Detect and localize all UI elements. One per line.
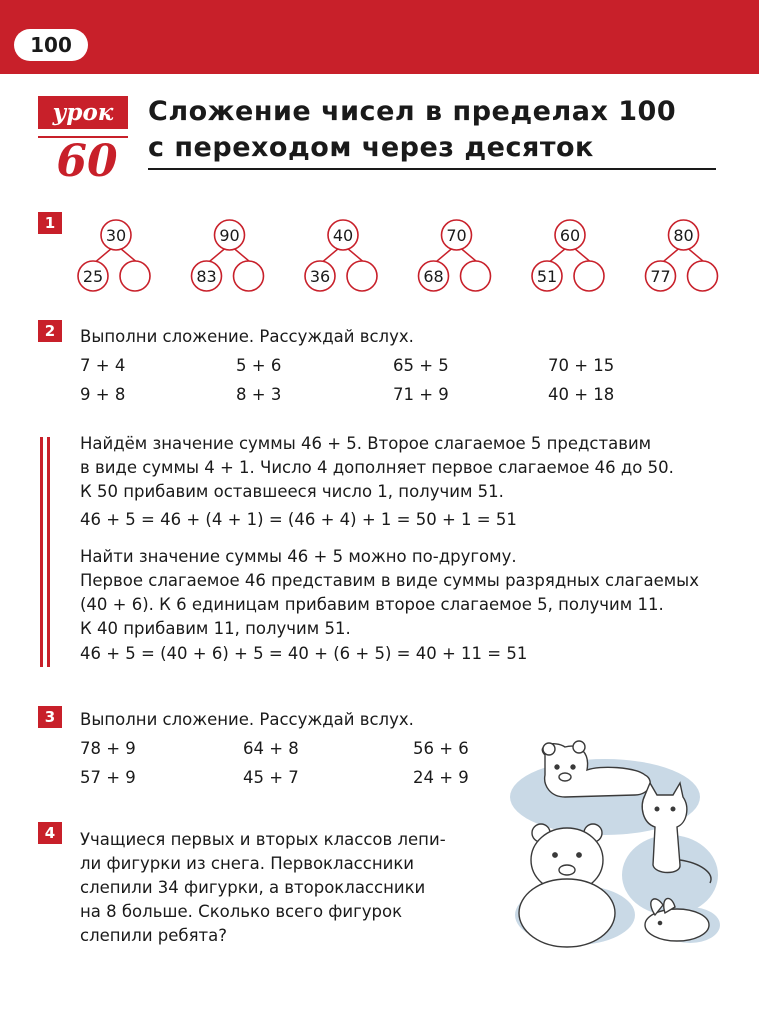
explanation-line: К 50 прибавим оставшееся число 1, получим 51. (80, 482, 504, 501)
known-part-value: 36 (309, 267, 331, 286)
total-value: 90 (219, 226, 240, 245)
number-split-diagram (192, 220, 264, 291)
task4-line: слепили 34 фигурки, а второклассники (80, 878, 426, 897)
total-value: 70 (446, 226, 467, 245)
lesson-number: 60 (56, 136, 118, 187)
task1-diagrams (70, 212, 740, 298)
total-value: 80 (673, 226, 694, 245)
task-number-3: 3 (38, 706, 62, 728)
task3-expr: 78 + 9 (80, 739, 136, 758)
total-value: 40 (332, 226, 354, 245)
task4-line: Учащиеся первых и вторых классов лепи- (80, 830, 446, 849)
title-line-2: с переходом через десяток (148, 132, 594, 163)
task3-expr: 57 + 9 (80, 768, 136, 787)
answer-circle[interactable] (347, 261, 377, 291)
task3-expr: 45 + 7 (243, 768, 299, 787)
task-number-1: 1 (38, 212, 62, 234)
task2-instruction: Выполни сложение. Рассуждай вслух. (80, 327, 414, 346)
task2-expr: 40 + 18 (548, 385, 615, 404)
sitting-bear-figure (519, 824, 615, 947)
known-part-value: 68 (423, 267, 444, 286)
task3-expr: 24 + 9 (413, 768, 469, 787)
task3-expr: 64 + 8 (243, 739, 299, 758)
answer-circle[interactable] (461, 261, 491, 291)
number-split-diagram (78, 220, 150, 291)
total-value: 30 (105, 226, 127, 245)
explanation-margin-bars (40, 437, 54, 667)
task-number-4: 4 (38, 822, 62, 844)
number-split-diagram (305, 220, 377, 291)
explanation-paragraph-2 (80, 545, 699, 641)
task4-line: слепили ребята? (80, 926, 228, 945)
task2-expr: 71 + 9 (393, 385, 449, 404)
explanation-line: (40 + 6). К 6 единицам прибавим второе слагаемое 5, получим 11. (80, 595, 664, 614)
task4-line: на 8 больше. Сколько всего фигурок (80, 902, 403, 921)
task4-text (80, 828, 446, 948)
explanation-equation-2: 46 + 5 = (40 + 6) + 5 = 40 + (6 + 5) = 40 + 11 = 51 (80, 644, 528, 663)
task2-expr: 70 + 15 (548, 356, 615, 375)
total-value: 60 (559, 226, 581, 245)
page-number: 100 (14, 29, 88, 61)
explanation-line: в виде суммы 4 + 1. Число 4 дополняет первое слагаемое 46 до 50. (80, 458, 674, 477)
explanation-line: К 40 прибавим 11, получим 51. (80, 619, 351, 638)
snow-figures-illustration (505, 735, 725, 950)
task2-expr: 7 + 4 (80, 356, 126, 375)
task2-expr: 9 + 8 (80, 385, 126, 404)
explanation-line: Первое слагаемое 46 представим в виде суммы разрядных слагаемых (80, 571, 699, 590)
task-number-2: 2 (38, 320, 62, 342)
number-split-diagram (646, 220, 718, 291)
task2-expr: 5 + 6 (236, 356, 282, 375)
known-part-value: 77 (650, 267, 671, 286)
answer-circle[interactable] (574, 261, 604, 291)
page-title (148, 94, 728, 166)
task3-expr: 56 + 6 (413, 739, 469, 758)
number-split-diagram (419, 220, 491, 291)
known-part-value: 83 (196, 267, 217, 286)
explanation-line: Найдём значение суммы 46 + 5. Второе слагаемое 5 представим (80, 434, 652, 453)
title-line-1: Сложение чисел в пределах 100 (148, 96, 677, 127)
top-bar (0, 0, 759, 74)
known-part-value: 51 (536, 267, 558, 286)
answer-circle[interactable] (234, 261, 264, 291)
explanation-paragraph-1 (80, 432, 674, 504)
answer-circle[interactable] (120, 261, 150, 291)
task3-instruction: Выполни сложение. Рассуждай вслух. (80, 710, 414, 729)
explanation-equation-1: 46 + 5 = 46 + (4 + 1) = (46 + 4) + 1 = 50 + 1 = 51 (80, 510, 517, 529)
explanation-line: Найти значение суммы 46 + 5 можно по-другому. (80, 547, 517, 566)
answer-circle[interactable] (688, 261, 718, 291)
number-split-diagram (532, 220, 604, 291)
task2-expr: 65 + 5 (393, 356, 449, 375)
task2-expr: 8 + 3 (236, 385, 282, 404)
title-underline (148, 168, 716, 170)
task4-line: ли фигурки из снега. Первоклассники (80, 854, 415, 873)
lesson-label: урок (38, 96, 128, 129)
known-part-value: 25 (82, 267, 104, 286)
